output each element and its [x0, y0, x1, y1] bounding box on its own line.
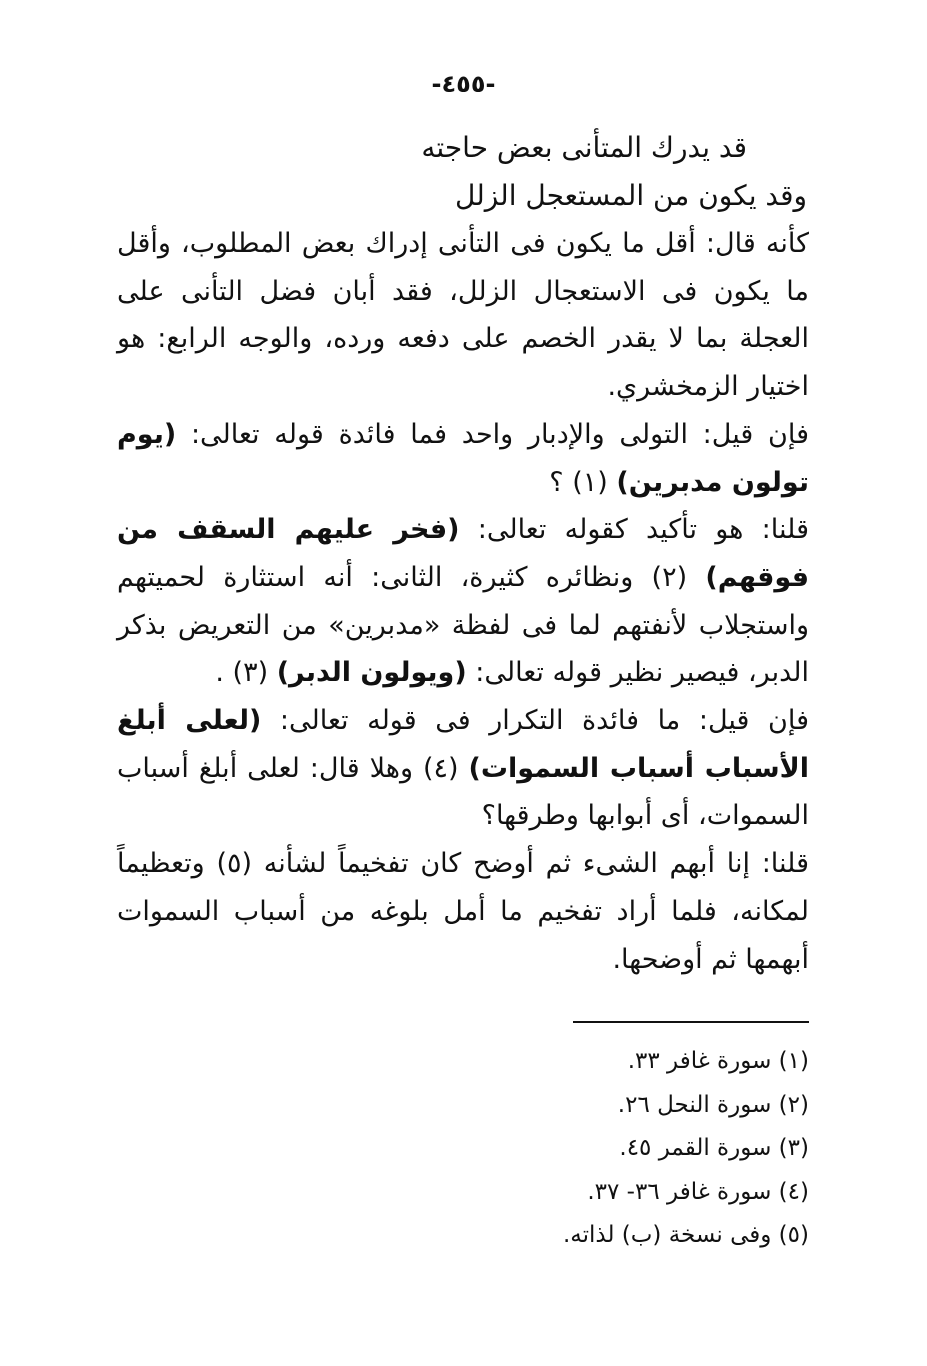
quran-quote: (يوم تولون مدبرين): [117, 418, 809, 498]
paragraph-text: (١) ؟: [549, 466, 617, 498]
body-text: [117, 220, 809, 983]
quran-quote: (ويولون الدبر): [276, 657, 467, 689]
quran-quote: (لعلى أبلغ الأسباب أسباب السموات): [117, 705, 809, 784]
footnote: (٥) وفى نسخة (ب) لذاته.: [562, 1222, 809, 1248]
paragraph-text: قلنا: هو تأكيد كقوله تعالى:: [459, 514, 809, 546]
paragraph-text: (٢) ونظائره كثيرة، الثانى: أنه استثارة لحميتهم واستجلاب لأنفتهم لما فى لفظة «مدبرين» من التعريض بذكر الدبر، فيصير نظير قوله تعالى:: [117, 561, 809, 689]
footnote: (١) سورة غافر ٣٣.: [627, 1048, 809, 1074]
paragraph: [117, 411, 809, 506]
paragraph: كأنه قال: أقل ما يكون فى التأنى إدراك بعض المطلوب، وأقل ما يكون فى الاستعجال الزلل، فقد أبان فضل التأنى على العجلة بما لا يقدر الخصم على دفعه ورده، والوجه الرابع: هو اختيار الزمخشري.: [117, 228, 809, 403]
footnote: (٣) سورة القمر ٤٥.: [619, 1135, 809, 1161]
page-number: -٤٥٥-: [431, 70, 496, 98]
verse-line-2: وقد يكون من المستعجل الزلل: [454, 179, 807, 212]
quran-quote: (فخر عليهم السقف من فوقهم): [117, 514, 810, 593]
footnote: (٤) سورة غافر ٣٦- ٣٧.: [587, 1178, 809, 1205]
paragraph: [117, 697, 809, 840]
footnotes: [309, 1040, 809, 1258]
paragraph: [117, 506, 809, 697]
paragraph-text: (٤) وهلا قال: لعلى أبلغ أسباب السموات، أى أبوابها وطرقها؟: [117, 752, 809, 832]
paragraph-text: فإن قيل: ما فائدة التكرار فى قوله تعالى:: [261, 705, 809, 737]
paragraph-text: فإن قيل: التولى والإدبار واحد فما فائدة قوله تعالى:: [176, 418, 809, 450]
verse-line-1: قد يدرك المتأنى بعض حاجته: [421, 131, 747, 164]
footnote: (٢) سورة النحل ٢٦.: [617, 1091, 809, 1118]
paragraph: قلنا: إنا أبهم الشىء ثم أوضح كان تفخيماً لشأنه (٥) وتعظيماً لمكانه، فلما أراد تفخيم ما أمل بلوغه من أسباب السموات أبهمها ثم أوضحها.: [117, 848, 810, 975]
paragraph-text: (٣) .: [215, 657, 277, 689]
footnote-separator: [573, 1021, 809, 1023]
